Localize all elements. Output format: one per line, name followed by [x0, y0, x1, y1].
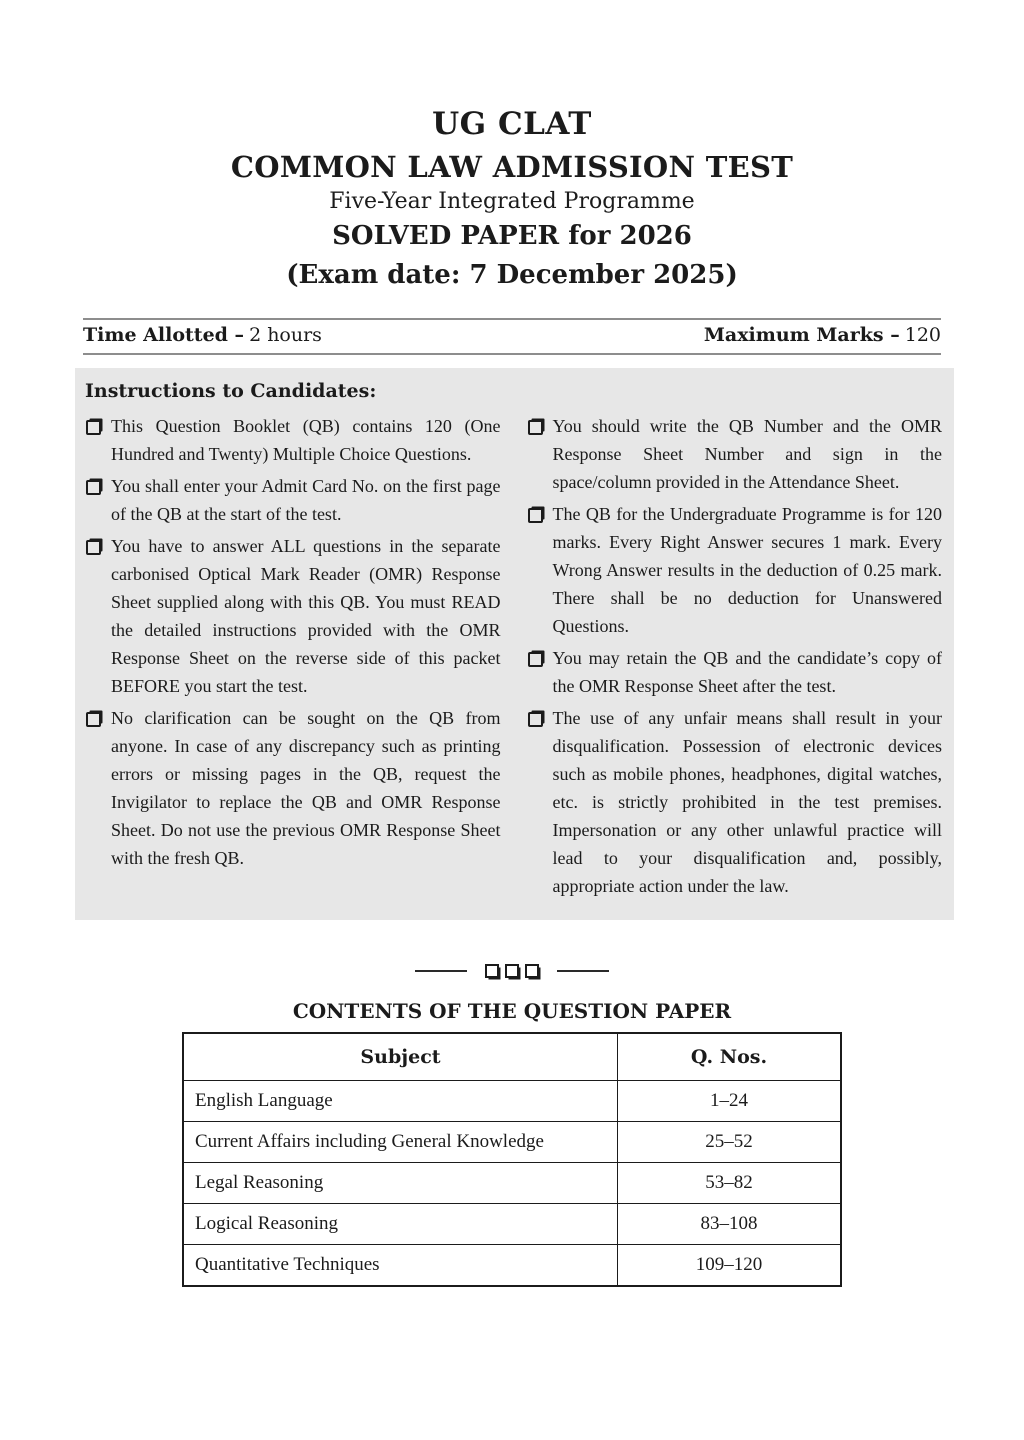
- page-title: UG CLAT: [432, 106, 592, 142]
- checkbox-bullet-icon: [528, 508, 543, 523]
- square-icon: [525, 964, 539, 978]
- instruction-item: [527, 704, 943, 900]
- instructions-heading: Instructions to Candidates:: [85, 380, 377, 402]
- checkbox-bullet-icon: [86, 712, 101, 727]
- page-subtitle: COMMON LAW ADMISSION TEST: [230, 150, 794, 184]
- checkbox-bullet-icon: [528, 652, 543, 667]
- maximum-marks-value: 120: [904, 324, 941, 346]
- time-allotted: [83, 324, 322, 346]
- instructions-right-column: [527, 412, 943, 904]
- exam-date-line: (Exam date: 7 December 2025): [286, 260, 738, 290]
- instruction-item: [527, 500, 943, 640]
- table-header-row: [183, 1033, 841, 1081]
- instruction-text: You should write the QB Number and the OMR Response Sheet Number and sign in the space/column provided in the Attendance Sheet.: [552, 416, 942, 492]
- divider-line: [557, 970, 609, 972]
- table-row: [183, 1245, 841, 1287]
- time-allotted-value: 2 hours: [249, 324, 322, 346]
- maximum-marks: [704, 324, 941, 346]
- qnos-cell: 109–120: [618, 1245, 842, 1287]
- checkbox-bullet-icon: [86, 540, 101, 555]
- programme-line: Five-Year Integrated Programme: [329, 189, 695, 214]
- subject-cell: Quantitative Techniques: [183, 1245, 618, 1287]
- instruction-text: No clarification can be sought on the QB from anyone. In case of any discrepancy such as printing errors or missing pages in the QB, request the Invigilator to replace the QB and OMR Response Sheet. Do not use the previous OMR Response Sheet with the fresh QB.: [111, 708, 501, 868]
- section-divider: [0, 964, 1024, 978]
- square-icon: [505, 964, 519, 978]
- table-row: [183, 1163, 841, 1204]
- qnos-cell: 83–108: [618, 1204, 842, 1245]
- maximum-marks-label: Maximum Marks –: [703, 324, 900, 346]
- divider-line: [415, 970, 467, 972]
- qnos-cell: 25–52: [618, 1122, 842, 1163]
- instructions-box: [75, 368, 954, 920]
- subject-cell: English Language: [183, 1081, 618, 1122]
- subject-cell: Logical Reasoning: [183, 1204, 618, 1245]
- instruction-text: This Question Booklet (QB) contains 120 (One Hundred and Twenty) Multiple Choice Questions.: [111, 416, 501, 464]
- column-header-subject: Subject: [183, 1033, 618, 1081]
- instruction-text: You have to answer ALL questions in the separate carbonised Optical Mark Reader (OMR) Response Sheet supplied along with this QB. You must READ the detailed instructions provided with the OMR Response Sheet on the reverse side of this packet BEFORE you start the test.: [111, 536, 501, 696]
- masthead: [0, 0, 1024, 291]
- table-row: [183, 1204, 841, 1245]
- checkbox-bullet-icon: [86, 420, 101, 435]
- subject-cell: Legal Reasoning: [183, 1163, 618, 1204]
- square-icon: [485, 964, 499, 978]
- checkbox-bullet-icon: [86, 480, 101, 495]
- checkbox-bullet-icon: [528, 420, 543, 435]
- instruction-item: [527, 644, 943, 700]
- shadowed-squares-icon: [485, 964, 539, 978]
- instructions-columns: [85, 412, 942, 904]
- instruction-item: [85, 412, 501, 468]
- instruction-text: You may retain the QB and the candidate’s copy of the OMR Response Sheet after the test.: [552, 648, 942, 696]
- solved-paper-line: SOLVED PAPER for 2026: [332, 221, 692, 251]
- instruction-item: [527, 412, 943, 496]
- time-allotted-label: Time Allotted –: [83, 324, 245, 346]
- instruction-item: [85, 704, 501, 872]
- instruction-text: The use of any unfair means shall result in your disqualification. Possession of electronic devices such as mobile phones, headphones, digital watches, etc. is strictly prohibited in the test premises. Impersonation or any other unlawful practice will lead to your disqualification and, possibly, appropriate action under the law.: [552, 708, 942, 896]
- qnos-cell: 53–82: [618, 1163, 842, 1204]
- checkbox-bullet-icon: [528, 712, 543, 727]
- instruction-text: The QB for the Undergraduate Programme is for 120 marks. Every Right Answer secures 1 mark. Every Wrong Answer results in the deduction of 0.25 mark. There shall be no deduction for Unanswered Questions.: [552, 504, 942, 636]
- subject-cell: Current Affairs including General Knowledge: [183, 1122, 618, 1163]
- instruction-item: [85, 472, 501, 528]
- table-row: [183, 1081, 841, 1122]
- contents-heading: CONTENTS OF THE QUESTION PAPER: [292, 999, 732, 1023]
- time-marks-row: [83, 318, 941, 355]
- instruction-text: You shall enter your Admit Card No. on the first page of the QB at the start of the test.: [111, 476, 501, 524]
- instruction-item: [85, 532, 501, 700]
- column-header-qnos: Q. Nos.: [618, 1033, 842, 1081]
- qnos-cell: 1–24: [618, 1081, 842, 1122]
- table-row: [183, 1122, 841, 1163]
- instructions-left-column: [85, 412, 501, 904]
- contents-table: [182, 1032, 842, 1287]
